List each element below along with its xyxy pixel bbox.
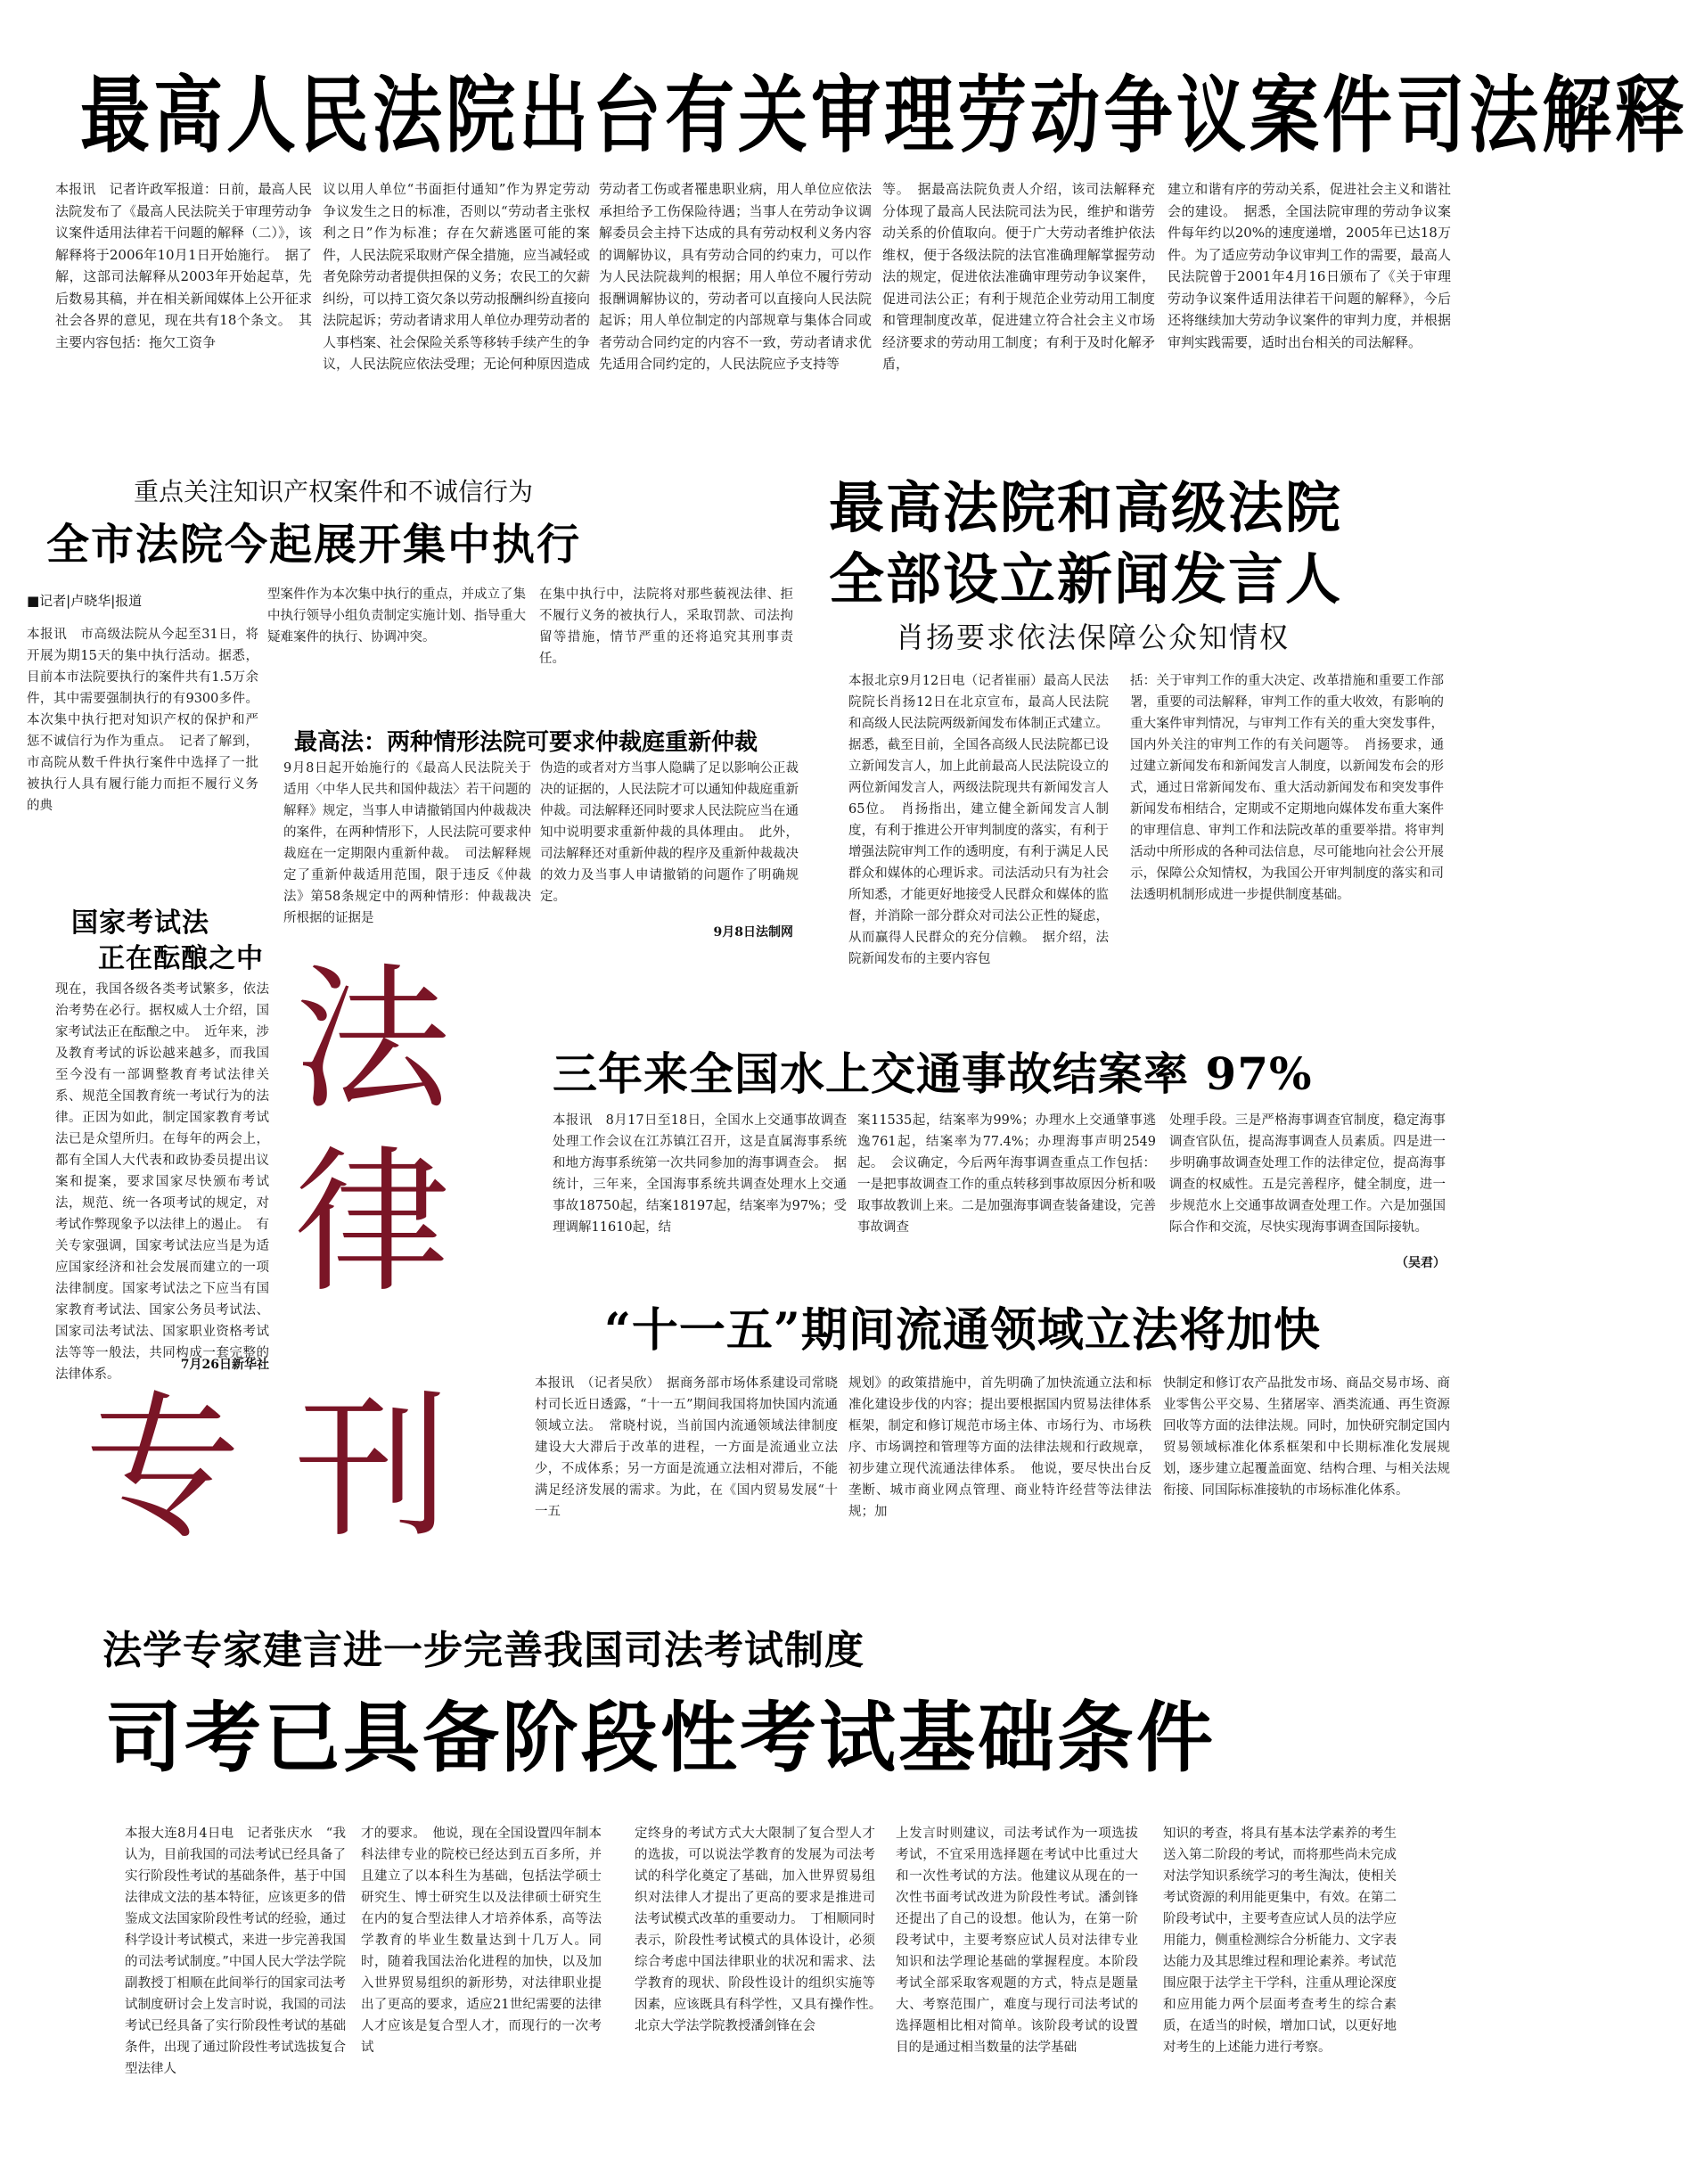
water-col3: 处理手段。三是严格海事调查官制度，稳定海事调查官队伍，提高海事调查人员素质。四是进一步明确事故调查处理工作的法律定位，提高海事调查的权威性。五是完善程序，健全制度，进一步规范水上交通事故调查处理工作。六是加强国际合作和交流，尽快实现海事调查国际接轨。 <box>1169 1113 1446 1235</box>
judicial-exam-col5: 知识的考查，将具有基本法学素养的考生送入第二阶段的考试，而将那些尚未完成对法学知识系统学习的考生淘汰，使相关考试资源的利用能更集中，有效。在第二阶段考试中，主要考查应试人员的法学应用能力，侧重检测综合分析能力、文字表达能力及其思维过程和理论素养。考试范围应限于法学主干学科，注重从理论深度和应用能力两个层面考查考生的综合素质，在适当的时候，增加口试，以更好地对考生的上述能力进行考察。 <box>1163 1827 1397 2055</box>
judicial-exam-col3: 定终身的考试方式大大限制了复合型人才的选拔，可以说法学教育的发展为司法考试的科学化奠定了基础，加入世界贸易组织对法律人才提出了更高的要求是推进司法考试模式改革的重要动力。 丁相顺同时表示，阶段性考试模式的具体设计，必须综合考虑中国法律职业的状况和需求、法学教育的现状、阶段性设计的组织实施等因素，应该既具有科学性，又具有操作性。 北京大学法学院教授潘剑锋在会 <box>635 1827 889 2033</box>
main-headline: 最高人民法院出台有关审理劳动争议案件司法解释 <box>80 68 1688 165</box>
arbitration-headline: 最高法：两种情形法院可要求仲裁庭重新仲裁 <box>294 729 758 756</box>
spokesman-headline-2: 全部设立新闻发言人 <box>829 546 1343 612</box>
exam-law-body: 现在，我国各级各类考试繁多，依法治考势在必行。据权威人士介绍，国家考试法正在酝酿之中。 近年来，涉及教育考试的诉讼越来越多，而我国至今没有一部调整教育考试法律关系、规范全国教育统一考试行为的法律。正因为如此，制定国家教育考试法已是众望所归。在每年的两会上，都有全国人大代表和政协委员提出议案和提案，要求国家尽快颁布考试法，规范、统一各项考试的规定，对考试作弊现象予以法律上的遏止。 有关专家强调，国家考试法应当是为适应国家经济和社会发展而建立的一项法律制度。国家考试法之下应当有国家教育考试法、国家公务员考试法、国家司法考试法、国家职业资格考试法等等一般法，共同构成一套完整的法律体系。 <box>55 982 269 1382</box>
main-article-col4: 等。 据最高法院负责人介绍，该司法解释充分体现了最高人民法院司法为民，维护和谐劳动关系的价值取向。便于广大劳动者维护依法维权，便于各级法院的法官准确理解掌握劳动法的规定，促进依法准确审理劳动争议案件，促进司法公正；有利于规范企业劳动用工制度和管理制度改革，促进建立符合社会主义市场经济要求的劳动用工制度；有利于及时化解矛盾， <box>882 181 1155 372</box>
judicial-exam-col2: 才的要求。 他说，现在全国设置四年制本科法律专业的院校已经达到五百多所，并且建立了以本科生为基础，包括法学硕士研究生、博士研究生以及法律硕士研究生在内的复合型法律人才培养体系，高等法学教育的毕业生数量达到十几万人。同时，随着我国法治化进程的加快，以及加入世界贸易组织的新形势，对法律职业提出了更高的要求，适应21世纪需要的法律人才应该是复合型人才，而现行的一次考试 <box>361 1827 602 2055</box>
enforcement-col1: 本报讯 市高级法院从今起至31日，将开展为期15天的集中执行活动。据悉，目前本市法院要执行的案件共有1.5万余件，其中需要强制执行的有9300多件。本次集中执行把对知识产权的保护和严惩不诚信行为作为重点。 记者了解到，市高院从数千件执行案件中选择了一批被执行人具有履行能力而拒不履行义务的典 <box>27 628 258 813</box>
spokesman-col2: 括：关于审判工作的重大决定、改革措施和重要工作部署，重要的司法解释，审判工作的重大收效，有影响的重大案件审判情况，与审判工作有关的重大突发事件，国内外关注的审判工作的有关问题等。 肖扬要求，通过建立新闻发布和新闻发言人制度，以新闻发布会的形式，通过日常新闻发布、重大活动新闻发布和突发事件新闻发布相结合，定期或不定期地向媒体发布重大案件的审理信息、审判工作和法院改革的重要举措。将审判活动中所形成的各种司法信息，尽可能地向社会公开展示，保障公众知情权，为我国公开审判制度的落实和司法透明机制形成进一步提供制度基础。 <box>1130 674 1444 902</box>
judicial-exam-col1: 本报大连8月4日电 记者张庆水 “我认为，目前我国的司法考试已经具备了实行阶段性考试的基础条件，基于中国法律成文法的基本特征，应该更多的借鉴成文法国家阶段性考试的经验，通过科学设计考试模式，来进一步完善我国的司法考试制度。”中国人民大学法学院副教授丁相顺在此间举行的国家司法考试制度研讨会上发言时说，我国的司法考试已经具备了实行阶段性考试的基础条件，出现了通过阶段性考试选拔复合型法律人 <box>125 1827 346 2076</box>
special-title-char-lv: 律 <box>294 1133 450 1314</box>
water-col2: 案11535起，结案率为99%；办理水上交通肇事逃逸761起，结案率为77.4%；办理海事声明2549起。 会议确定，今后两年海事调查重点工作包括：一是把事故调查工作的重点转移到事故原因分析和吸取事故教训上来。二是加强海事调查装备建设，完善事故调查 <box>857 1113 1156 1235</box>
main-article-col2: 议以用人单位“书面拒付通知”作为界定劳动争议发生之日的标准，否则以“劳动者主张权利之日”作为标准；存在欠薪逃匿可能的案件，人民法院采取财产保全措施，应当减轻或者免除劳动者提供担保的义务；农民工的欠薪纠纷，可以持工资欠条以劳动报酬纠纷直接向法院起诉；劳动者请求用人单位办理劳动者的人事档案、社会保险关系等移转手续产生的争议，人民法院应依法受理；无论何种原因造成 <box>323 181 591 372</box>
judicial-exam-headline: 司考已具备阶段性考试基础条件 <box>105 1694 1216 1783</box>
main-article-col3: 劳动者工伤或者罹患职业病，用人单位应依法承担给予工伤保险待遇；当事人在劳动争议调解委员会主持下达成的具有劳动权利义务内容的调解协议，具有劳动合同的约束力，可以作为人民法院裁判的根据；用人单位不履行劳动报酬调解协议的，劳动者可以直接向人民法院起诉；用人单位制定的内部规章与集体合同或者劳动合同约定的内容不一致，劳动者请求优先适用合同约定的，人民法院应予支持等 <box>599 181 872 372</box>
spokesman-headline-1: 最高法院和高级法院 <box>829 475 1343 540</box>
main-article-col1: 本报讯 记者许政军报道：日前，最高人民法院发布了《最高人民法院关于审理劳动争议案件适用法律若干问题的解释（二）》，该解释将于2006年10月1日开始施行。 据了解，这部司法解释从2003年开始起草，先后数易其稿，并在相关新闻媒体上公开征求社会各界的意见，现在共有18个条文。 其主要内容包括：拖欠工资争 <box>55 181 312 350</box>
arbitration-col1: 9月8日起开始施行的《最高人民法院关于适用〈中华人民共和国仲裁法〉若干问题的解释》规定，当事人申请撤销国内仲裁裁决的案件，在两种情形下，人民法院可要求仲裁庭在一定期限内重新仲裁。 司法解释规定了重新仲裁适用范围，限于违反《仲裁法》第58条规定中的两种情形：仲裁裁决所根据的证据是 <box>283 761 531 925</box>
enforcement-col2: 型案件作为本次集中执行的重点，并成立了集中执行领导小组负责制定实施计划、指导重大疑难案件的执行、协调冲突。 <box>267 587 526 645</box>
arbitration-sign: 9月8日法制网 <box>713 925 793 940</box>
arbitration-col2: 伪造的或者对方当事人隐瞒了足以影响公正裁决的证据的，人民法院才可以通知仲裁庭重新仲裁。司法解释还同时要求人民法院应当在通知中说明要求重新仲裁的具体理由。 此外，司法解释还对重新仲裁的程序及重新仲裁裁决的效力及当事人申请撤销的问题作了明确规定。 <box>540 761 799 904</box>
enforcement-byline: ■记者|卢晓华|报道 <box>27 593 143 609</box>
circulation-headline: “十一五”期间流通领域立法将加快 <box>604 1303 1321 1358</box>
water-sign: （吴君） <box>1396 1256 1446 1270</box>
exam-law-headline-1: 国家考试法 <box>71 907 209 939</box>
special-title-char-fa: 法 <box>294 950 450 1131</box>
spokesman-col1: 本报北京9月12日电（记者崔丽）最高人民法院院长肖扬12日在北京宣布，最高人民法院和高级人民法院两级新闻发布体制正式建立。据悉，截至目前，全国各高级人民法院都已设立新闻发言人，加上此前最高人民法院设立的两位新闻发言人，两级法院现共有新闻发言人65位。 肖扬指出，建立健全新闻发言人制度，有利于推进公开审判制度的落实，有利于增强法院审判工作的透明度，有利于满足人民群众和媒体的心理诉求。司法活动只有为社会所知悉，才能更好地接受人民群众和媒体的监督，并消除一部分群众对司法公正性的疑虑，从而赢得人民群众的充分信赖。 据介绍，法院新闻发布的主要内容包 <box>848 674 1109 966</box>
water-headline: 三年来全国水上交通事故结案率 97% <box>553 1047 1313 1100</box>
judicial-exam-kicker: 法学专家建言进一步完善我国司法考试制度 <box>102 1628 864 1673</box>
judicial-exam-col4: 上发言时则建议，司法考试作为一项选拔考试，不宜采用选择题在考试中比重过大和一次性考试的方法。他建议从现在的一次性书面考试改进为阶段性考试。潘剑锋还提出了自己的设想。他认为，在第一阶段考试中，主要考察应试人员对法律专业知识和法学理论基础的掌握程度。本阶段考试全部采取客观题的方式，特点是题量大、考察范围广，难度与现行司法考试的选择题相比相对简单。该阶段考试的设置目的是通过相当数量的法学基础 <box>896 1827 1138 2055</box>
enforcement-headline: 全市法院今起展开集中执行 <box>46 520 582 570</box>
water-col1: 本报讯 8月17日至18日，全国水上交通事故调查处理工作会议在江苏镇江召开，这是直属海事系统和地方海事系统第一次共同参加的海事调查会。 据统计，三年来，全国海事系统共调查处理水上交通事故18750起，结案18197起，结案率为97%；受理调解11610起，结 <box>553 1113 847 1235</box>
circulation-col3: 快制定和修订农产品批发市场、商品交易市场、商业零售公平交易、生猪屠宰、酒类流通、再生资源回收等方面的法律法规。同时，加快研究制定国内贸易领域标准化体系框架和中长期标准化发展规划，逐步建立起覆盖面宽、结构合理、与相关法规衔接、同国际标准接轨的市场标准化体系。 <box>1163 1376 1450 1498</box>
circulation-col2: 规划》的政策措施中，首先明确了加快流通立法和标准化建设步伐的内容；提出要根据国内贸易法律体系框架，制定和修订规范市场主体、市场行为、市场秩序、市场调控和管理等方面的法律法规和行政规章，初步建立现代流通法律体系。 他说，要尽快出台反垄断、城市商业网点管理、商业特许经营等法律法规；加 <box>848 1376 1151 1519</box>
exam-law-sign: 7月26日新华社 <box>180 1358 269 1372</box>
circulation-col1: 本报讯 （记者吴欣） 据商务部市场体系建设司常晓村司长近日透露，“十一五”期间我国将加快国内流通领域立法。 常晓村说，当前国内流通领域法律制度建设大大滞后于改革的进程，一方面是流通业立法少，不成体系；另一方面是流通立法相对滞后，不能满足经济发展的需求。为此，在《国内贸易发展“十一五 <box>535 1376 838 1519</box>
enforcement-kicker: 重点关注知识产权案件和不诚信行为 <box>134 477 534 506</box>
special-title-char-zhuan: 专 <box>85 1378 241 1559</box>
spokesman-subhead: 肖扬要求依法保障公众知情权 <box>896 620 1291 654</box>
enforcement-col3: 在集中执行中，法院将对那些藐视法律、拒不履行义务的被执行人，采取罚款、司法拘留等措施，情节严重的还将追究其刑事责任。 <box>539 587 793 666</box>
exam-law-headline-2: 正在酝酿之中 <box>98 943 264 974</box>
main-article-col5: 建立和谐有序的劳动关系，促进社会主义和谐社会的建设。 据悉，全国法院审理的劳动争议案件每年约以20%的速度递增，2005年已达18万件。为了适应劳动争议审判工作的需要，最高人民法院曾于2001年4月16日颁布了《关于审理劳动争议案件适用法律若干问题的解释》，今后还将继续加大劳动争议案件的审判力度，并根据审判实践需要，适时出台相关的司法解释。 <box>1168 181 1451 350</box>
special-title-char-kan: 刊 <box>294 1378 450 1559</box>
